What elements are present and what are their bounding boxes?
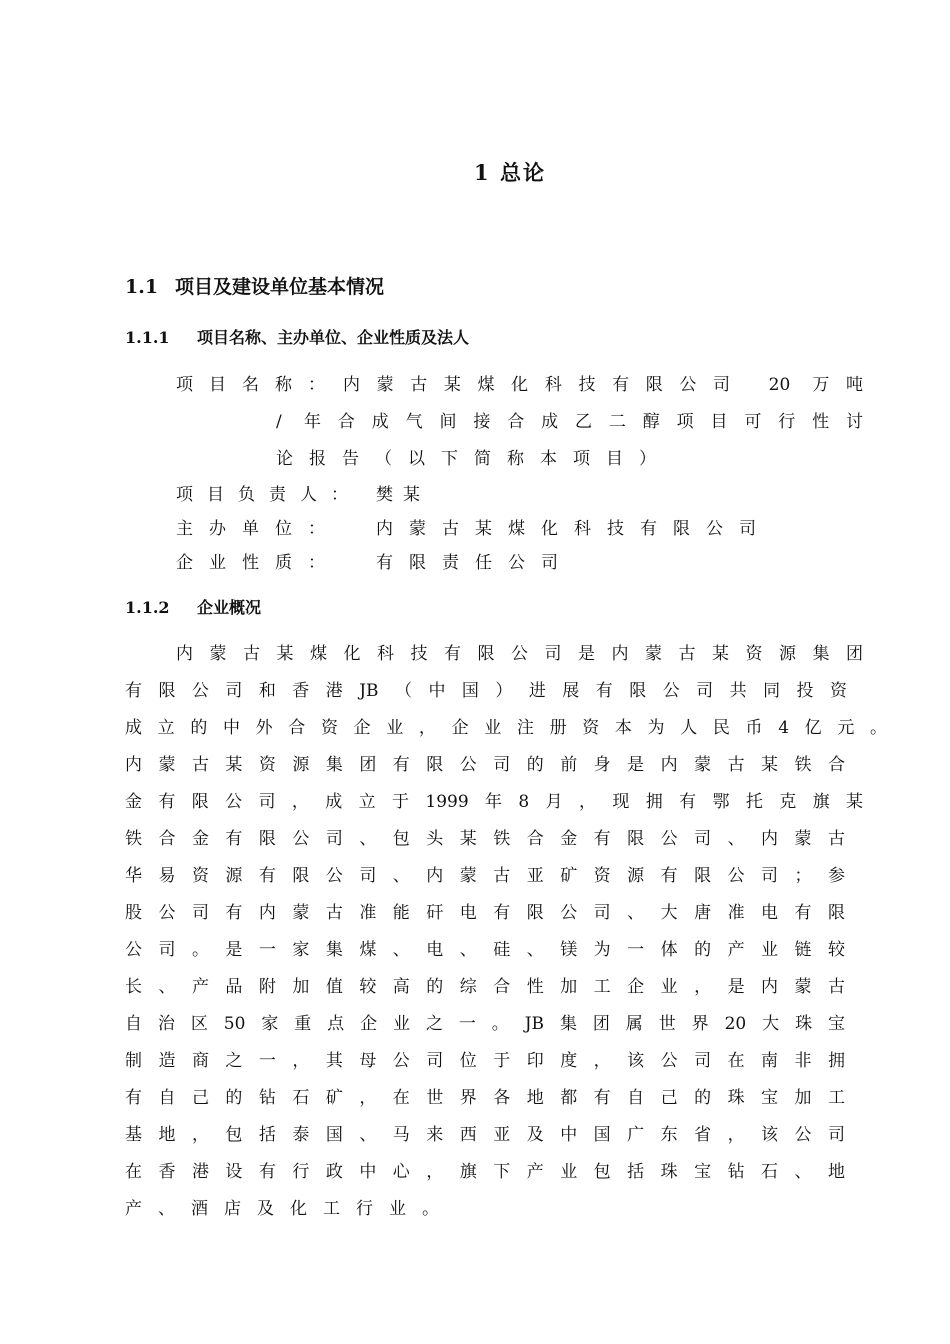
sponsor-label: 主办单位： (176, 519, 341, 539)
overview-line: 长、产品附加值较高的综合性加工企业，是内蒙古 (125, 977, 845, 997)
overview-line: 内蒙古某煤化科技有限公司是内蒙古某资源集团 (176, 644, 863, 664)
project-name-value-line-1: 内蒙古某煤化科技有限公司 20 万吨 (343, 375, 863, 395)
overview-line: 公司。是一家集煤、电、硅、镁为一体的产业链较 (125, 940, 845, 960)
overview-line: 有限公司和香港JB（中国）进展有限公司共同投资 (125, 681, 847, 701)
overview-line: 基地，包括泰国、马来西亚及中国广东省，该公司 (125, 1125, 845, 1145)
section-heading (125, 272, 384, 299)
overview-line: 自治区50家重点企业之一。JB集团属世界20大珠宝 (125, 1014, 845, 1034)
subsection-title: 企业概况 (197, 598, 262, 617)
section-title: 项目及建设单位基本情况 (175, 276, 385, 298)
overview-line: 内蒙古某资源集团有限公司的前身是内蒙古某铁合 (125, 755, 845, 775)
overview-line: 金有限公司，成立于1999年8月，现拥有鄂托克旗某 (125, 792, 863, 812)
project-name-value-line-3: 论报告（以下简称本项目） (276, 449, 672, 469)
label-text: 项目名称： (176, 375, 341, 395)
section-number: 1.1 (125, 276, 159, 298)
overview-line: 在香港设有行政中心，旗下产业包括珠宝钻石、地 (125, 1162, 845, 1182)
overview-line: 华易资源有限公司、内蒙古亚矿资源有限公司；参 (125, 866, 845, 886)
project-name-value-line-2: / 年合成气间接合成乙二醇项目可行性讨 (276, 412, 863, 432)
leader-value: 樊某 (376, 485, 430, 505)
subsection-heading-2 (125, 595, 261, 618)
leader-label: 项目负责人： (176, 485, 362, 505)
overview-line: 铁合金有限公司、包头某铁合金有限公司、内蒙古 (125, 829, 845, 849)
overview-line: 制造商之一，其母公司位于印度，该公司在南非拥 (125, 1051, 845, 1071)
chapter-title: 1 总论 (474, 160, 546, 185)
project-name-label (176, 370, 341, 395)
subsection-heading-1 (125, 325, 469, 348)
subsection-number: 1.1.1 (125, 328, 170, 347)
subsection-title: 项目名称、主办单位、企业性质及法人 (197, 328, 470, 347)
nature-value: 有限责任公司 (376, 553, 574, 573)
overview-line: 有自己的钻石矿，在世界各地都有自己的珠宝加工 (125, 1088, 845, 1108)
overview-line: 产、酒店及化工行业。 (125, 1199, 455, 1219)
overview-line: 成立的中外合资企业，企业注册资本为人民币4亿元。 (125, 718, 887, 738)
overview-line: 股公司有内蒙古准能矸电有限公司、大唐准电有限 (125, 903, 845, 923)
sponsor-value: 内蒙古某煤化科技有限公司 (376, 519, 772, 539)
nature-label: 企业性质： (176, 553, 341, 573)
subsection-number: 1.1.2 (125, 598, 170, 617)
